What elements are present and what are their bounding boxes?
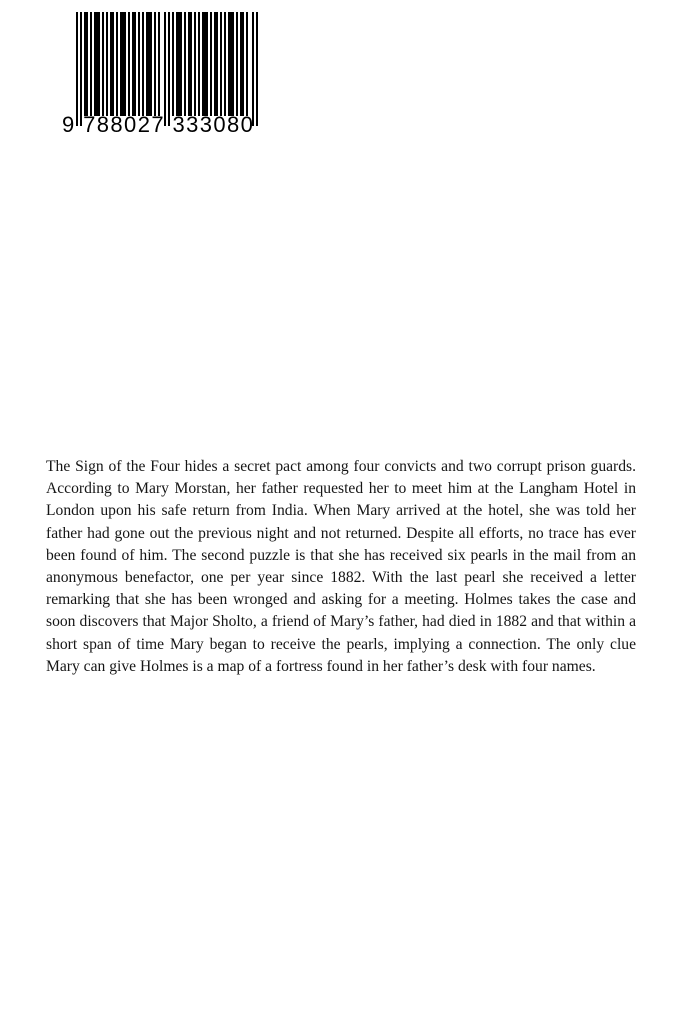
isbn-barcode (62, 12, 266, 137)
book-description: The Sign of the Four hides a secret pact among four convicts and two corrupt prison guards. According to Mary Morstan, her father requested her to meet him at the Langham Hotel in London upon his safe return from India. When Mary arrived at the hotel, she was told her father had gone out the previous night and not returned. Despite all efforts, no trace has ever been found of him. The second puzzle is that she has received six pearls in the mail from an anonymous benefactor, one per year since 1882. With the last pearl she received a letter remarking that she has been wronged and asking for a meeting. Holmes takes the case and soon discovers that Major Sholto, a friend of Mary’s father, had died in 1882 and that within a short span of time Mary began to receive the pearls, implying a connection. The only clue Mary can give Holmes is a map of a fortress found in her father’s desk with four names. (46, 458, 636, 675)
barcode-bars-graphic (62, 12, 266, 128)
isbn-number: 9 788027 333080 (62, 112, 255, 137)
